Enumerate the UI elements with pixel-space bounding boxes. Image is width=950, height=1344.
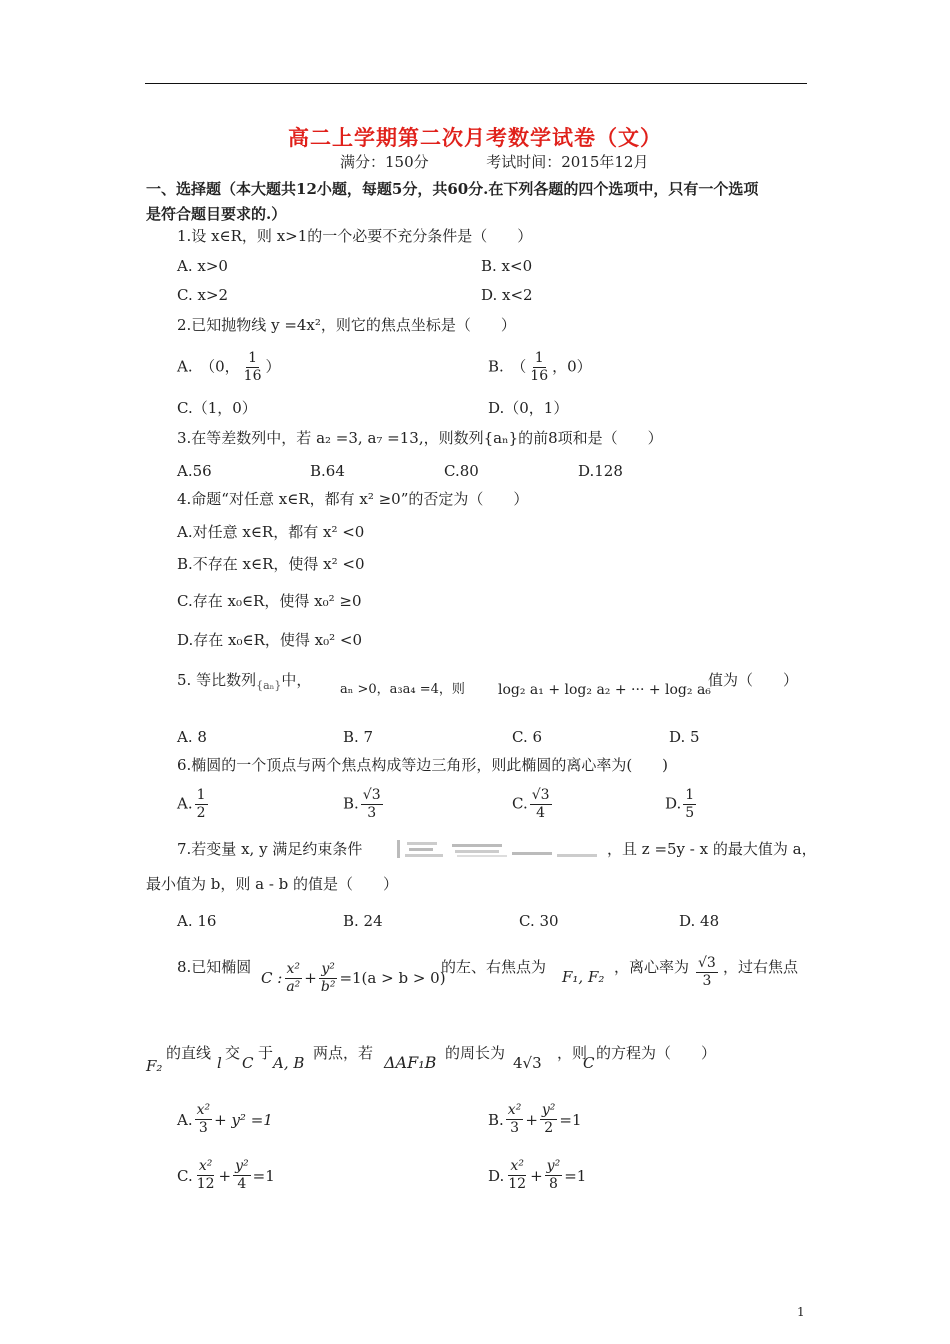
q8-option-b <box>488 1102 582 1137</box>
q2-option-a <box>177 350 281 385</box>
section-heading-line2: 是符合题目要求的.） <box>146 205 287 223</box>
q8-ecc-frac <box>696 955 718 990</box>
q2-a-num: 1 <box>248 350 258 366</box>
q3-option-d: D.128 <box>578 462 623 480</box>
section-heading-line1: 一、选择题（本大题共12小题，每题5分，共60分.在下列各题的四个选项中，只有一个选项 <box>146 180 759 198</box>
q2-b-suffix: ，0） <box>552 357 592 376</box>
q8-option-a <box>177 1102 273 1137</box>
q8-option-d <box>488 1158 586 1193</box>
q8-stem-a: 8.已知椭圆 <box>177 958 252 976</box>
q8-c-den1: 12 <box>196 1176 215 1192</box>
q8-stem-g: ，过右焦点 <box>723 958 799 976</box>
exam-meta <box>340 151 648 172</box>
q8-option-c <box>177 1158 275 1193</box>
q7-stem-a: 7.若变量 x, y 满足约束条件 <box>177 840 363 858</box>
q5-option-d: D. 5 <box>669 728 700 746</box>
q8-c-frac2 <box>233 1158 251 1193</box>
q1-stem: 1.设 x∈R，则 x>1的一个必要不充分条件是（ ） <box>177 227 533 245</box>
q8-b-den1: 3 <box>510 1120 520 1136</box>
q7-stem-c: 最小值为 b，则 a - b 的值是（ ） <box>146 875 399 893</box>
top-rule <box>145 83 807 84</box>
q2-a-den: 16 <box>243 368 262 384</box>
q8-line2-n: 的方程为（ ） <box>596 1044 717 1062</box>
q2-b-prefix: B. （ <box>488 357 527 376</box>
q8-foci: F₁, F₂ <box>562 968 605 986</box>
q6-d-den: 5 <box>685 805 695 821</box>
q8-b-num1: x² <box>507 1102 522 1118</box>
q6-d-prefix: D. <box>665 794 682 813</box>
q8-b-frac1 <box>506 1102 524 1137</box>
q8-b-num2: y² <box>541 1102 556 1118</box>
q8-c-label: C : <box>261 969 283 987</box>
q5-option-a: A. 8 <box>177 728 207 746</box>
q8-y2: y² <box>321 960 335 977</box>
q8-line2-l: ，则 <box>557 1044 588 1062</box>
q8-c-rest: =1 <box>252 1166 275 1185</box>
q2-option-b <box>488 350 592 385</box>
q8-b-prefix: B. <box>488 1110 504 1129</box>
q8-d-plus: + <box>530 1166 543 1185</box>
q8-d-frac1 <box>506 1158 528 1193</box>
q6-option-d <box>665 787 698 822</box>
q7-option-c: C. 30 <box>519 912 559 930</box>
q6-c-prefix: C. <box>512 794 528 813</box>
full-score: 满分：150分 <box>340 153 429 171</box>
q7-option-b: B. 24 <box>343 912 383 930</box>
q4-stem: 4.命题“对任意 x∈R，都有 x² ≥0”的否定为（ ） <box>177 490 529 508</box>
q6-c-fraction <box>530 787 552 822</box>
q2-b-den: 16 <box>530 368 549 384</box>
q6-c-den: 4 <box>536 805 546 821</box>
q3-option-b: B.64 <box>310 462 345 480</box>
q3-stem: 3.在等差数列中，若 a₂ =3, a₇ =13,，则数列{aₙ}的前8项和是（ ） <box>177 429 663 447</box>
q4-option-d: D.存在 x₀∈R，使得 x₀² <0 <box>177 631 363 649</box>
q8-d-frac2 <box>545 1158 563 1193</box>
q6-c-num: √3 <box>531 787 550 803</box>
q8-b-plus: + <box>525 1110 538 1129</box>
q1-option-d: D. x<2 <box>481 286 533 304</box>
q4-option-a: A.对任意 x∈R，都有 x² <0 <box>177 523 365 541</box>
q8-line2-j: 的周长为 <box>445 1044 506 1062</box>
q8-ecc-den: 3 <box>702 973 712 989</box>
exam-time: 考试时间：2015年12月 <box>486 153 649 171</box>
q6-option-b <box>343 787 385 822</box>
q8-c2: C <box>583 1054 595 1072</box>
q8-b2: b² <box>320 978 336 995</box>
q7-stem-b: ，且 z =5y - x 的最大值为 a， <box>607 840 817 858</box>
q8-triangle: ΔAF₁B <box>384 1053 437 1072</box>
q2-option-c: C.（1，0） <box>177 399 257 417</box>
q8-y-frac <box>319 961 338 996</box>
q1-option-c: C. x>2 <box>177 286 229 304</box>
q6-d-fraction <box>683 787 696 822</box>
exam-title: 高二上学期第二次月考数学试卷（文） <box>288 125 662 150</box>
q3-option-a: A.56 <box>177 462 212 480</box>
q6-b-prefix: B. <box>343 794 359 813</box>
q8-perimeter: 4√3 <box>513 1054 542 1072</box>
q8-eq-rest: =1(a > b > 0) <box>339 969 446 987</box>
q8-c-num1: x² <box>198 1158 213 1174</box>
q8-line2-b: 的直线 <box>166 1044 212 1062</box>
q7-constraint-image <box>397 838 602 860</box>
q8-line2-f: 于 <box>258 1044 274 1062</box>
q4-option-c: C.存在 x₀∈R，使得 x₀² ≥0 <box>177 592 362 610</box>
q2-b-num: 1 <box>534 350 544 366</box>
q6-d-num: 1 <box>685 787 695 803</box>
page-number: 1 <box>797 1305 805 1319</box>
q8-a-prefix: A. <box>177 1110 193 1129</box>
q8-c-plus: + <box>218 1166 232 1185</box>
q3-option-c: C.80 <box>444 462 479 480</box>
q8-plus: + <box>304 969 317 987</box>
q6-b-den: 3 <box>367 805 377 821</box>
q8-ellipse-equation <box>261 955 446 1001</box>
q1-option-a: A. x>0 <box>177 257 228 275</box>
q5-stem-end: 值为（ ） <box>708 671 799 689</box>
q8-d-num2: y² <box>546 1158 561 1174</box>
q8-ecc-num: √3 <box>698 955 716 971</box>
q8-x-frac <box>284 961 302 996</box>
q5-option-c: C. 6 <box>512 728 543 746</box>
q8-a-frac <box>195 1102 213 1137</box>
q8-c-frac1 <box>195 1158 217 1193</box>
q6-b-fraction <box>361 787 383 822</box>
q5-option-b: B. 7 <box>343 728 374 746</box>
q8-c1: C <box>242 1054 254 1072</box>
q8-b-den2: 2 <box>544 1120 554 1136</box>
q8-b-frac2 <box>540 1102 558 1137</box>
q8-a2: a² <box>286 978 301 995</box>
q2-a-suffix: ） <box>265 357 281 376</box>
q6-a-num: 1 <box>196 787 206 803</box>
q5-stem-a: 5. 等比数列 <box>177 671 257 689</box>
q6-stem: 6.椭圆的一个顶点与两个焦点构成等边三角形，则此椭圆的离心率为( ) <box>177 756 669 774</box>
q2-stem: 2.已知抛物线 y =4x²，则它的焦点坐标是（ ） <box>177 316 516 334</box>
q5-seq: {aₙ} <box>256 679 282 692</box>
q8-d-den1: 12 <box>508 1176 527 1192</box>
q2-b-fraction <box>528 350 550 385</box>
q8-a-rest: + y² =1 <box>214 1110 273 1129</box>
q5-condition: aₙ >0，a₃a₄ =4，则 <box>340 682 465 697</box>
q8-c-num2: y² <box>235 1158 249 1174</box>
q8-d-prefix: D. <box>488 1166 505 1185</box>
q8-line2-h: 两点，若 <box>313 1044 374 1062</box>
q6-a-prefix: A. <box>177 794 193 813</box>
q8-d-rest: =1 <box>564 1166 587 1185</box>
q1-option-b: B. x<0 <box>481 257 533 275</box>
q5-stem-c: 中， <box>281 671 312 689</box>
q8-c-den2: 4 <box>237 1176 247 1192</box>
q8-x2: x² <box>286 960 301 977</box>
q8-stem-f: ，离心率为 <box>614 958 690 976</box>
q7-option-a: A. 16 <box>177 912 217 930</box>
q2-a-prefix: A. （0， <box>177 357 240 376</box>
q5-stem <box>177 670 311 696</box>
q8-eccentricity <box>694 955 720 990</box>
q8-stem-d: 的左、右焦点为 <box>441 958 547 976</box>
q8-f2: F₂ <box>146 1057 163 1075</box>
q8-c-prefix: C. <box>177 1166 193 1185</box>
q5-log-sum: log₂ a₁ + log₂ a₂ + ··· + log₂ a₆ <box>498 682 711 698</box>
q8-b-rest: =1 <box>559 1110 582 1129</box>
q8-ab: A, B <box>273 1054 305 1072</box>
q6-option-c <box>512 787 554 822</box>
q8-line2-d: 交 <box>225 1044 241 1062</box>
q4-option-b: B.不存在 x∈R，使得 x² <0 <box>177 555 365 573</box>
q6-option-a <box>177 787 210 822</box>
q2-option-d: D.（0，1） <box>488 399 569 417</box>
q7-option-d: D. 48 <box>679 912 720 930</box>
q8-d-den2: 8 <box>548 1176 558 1192</box>
q6-a-den: 2 <box>196 805 206 821</box>
q2-a-fraction <box>242 350 264 385</box>
q8-line-l: l <box>217 1054 222 1072</box>
q6-a-fraction <box>195 787 208 822</box>
q6-b-num: √3 <box>362 787 381 803</box>
q8-a-den: 3 <box>198 1120 208 1136</box>
q8-a-num: x² <box>196 1102 211 1118</box>
q8-d-num1: x² <box>510 1158 524 1174</box>
